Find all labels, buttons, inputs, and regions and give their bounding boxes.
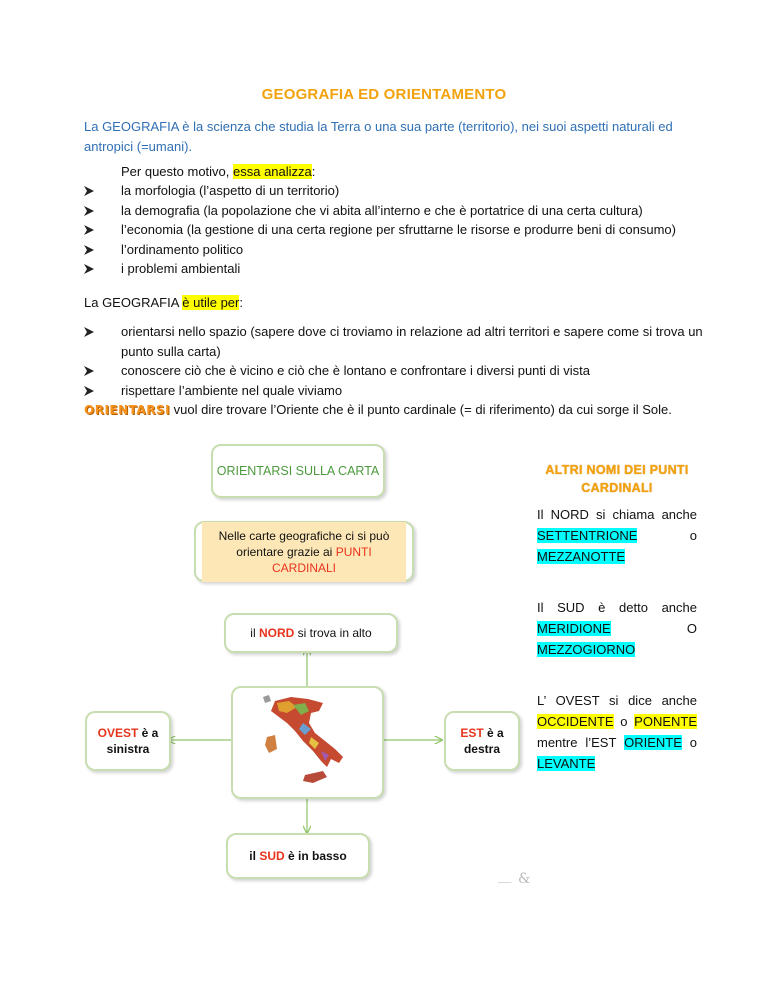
useful-lead: La GEOGRAFIA è utile per: bbox=[84, 295, 243, 310]
list-item: l’ordinamento politico bbox=[84, 240, 724, 260]
orient-word: ORIENTARSI bbox=[84, 403, 171, 417]
watermark-logo-icon bbox=[498, 868, 532, 886]
diagram-title-box: ORIENTARSI SULLA CARTA bbox=[211, 444, 385, 498]
south-box: il SUD è in basso bbox=[226, 833, 370, 879]
list-item: la demografia (la popolazione che vi abita all’interno e che è portatrice di una certa cultura) bbox=[84, 201, 724, 221]
italy-map-box bbox=[231, 686, 384, 799]
lead-highlight: essa analizza bbox=[233, 164, 312, 179]
svg-text:▁▁▁▁▁: ▁▁▁▁▁ bbox=[498, 879, 512, 883]
useful-highlight: è utile per bbox=[182, 295, 240, 310]
sidebar-title: ALTRI NOMI DEI PUNTI CARDINALI bbox=[545, 463, 689, 495]
list-item: l’economia (la gestione di una certa regione per sfruttarne le risorse e produrre beni di consumo) bbox=[84, 220, 724, 240]
west-box: OVEST è a sinistra bbox=[85, 711, 171, 771]
lead-prefix: Per questo motivo, bbox=[121, 164, 233, 179]
diagram-intro-box: Nelle carte geografiche ci si può orientare grazie ai PUNTI CARDINALI bbox=[194, 521, 414, 582]
list-item: la morfologia (l’aspetto di un territorio) bbox=[84, 181, 724, 201]
italy-map-icon bbox=[253, 693, 363, 793]
list-item: rispettare l’ambiente nel quale viviamo bbox=[84, 381, 724, 401]
sidebar-west-east: L’ OVEST si dice anche OCCIDENTE o PONENTE mentre l’EST ORIENTE o LEVANTE bbox=[537, 693, 697, 771]
orient-definition: ORIENTARSI vuol dire trovare l’Oriente che è il punto cardinale (= di riferimento) da cui sorge il Sole. bbox=[84, 402, 672, 417]
sidebar-south: Il SUD è detto anche MERIDIONE O MEZZOGIORNO bbox=[537, 600, 697, 657]
lead-suffix: : bbox=[311, 164, 316, 179]
page-title: GEOGRAFIA ED ORIENTAMENTO bbox=[261, 86, 507, 103]
list-item: orientarsi nello spazio (sapere dove ci troviamo in relazione ad altri territori e sapere come si trova un punto sulla carta) bbox=[84, 322, 724, 361]
east-box: EST è a destra bbox=[444, 711, 520, 771]
sidebar-north: Il NORD si chiama anche SETTENTRIONE o MEZZANOTTE bbox=[537, 507, 697, 564]
north-box: il NORD si trova in alto bbox=[224, 613, 398, 653]
list-item: conoscere ciò che è vicino e ciò che è lontano e confrontare i diversi punti di vista bbox=[84, 361, 724, 381]
intro-paragraph: La GEOGRAFIA è la scienza che studia la Terra o una sua parte (territorio), nei suoi aspetti naturali ed antropici (=umani). bbox=[84, 119, 673, 154]
svg-text:&: & bbox=[518, 871, 531, 886]
list-item: i problemi ambientali bbox=[84, 259, 724, 279]
